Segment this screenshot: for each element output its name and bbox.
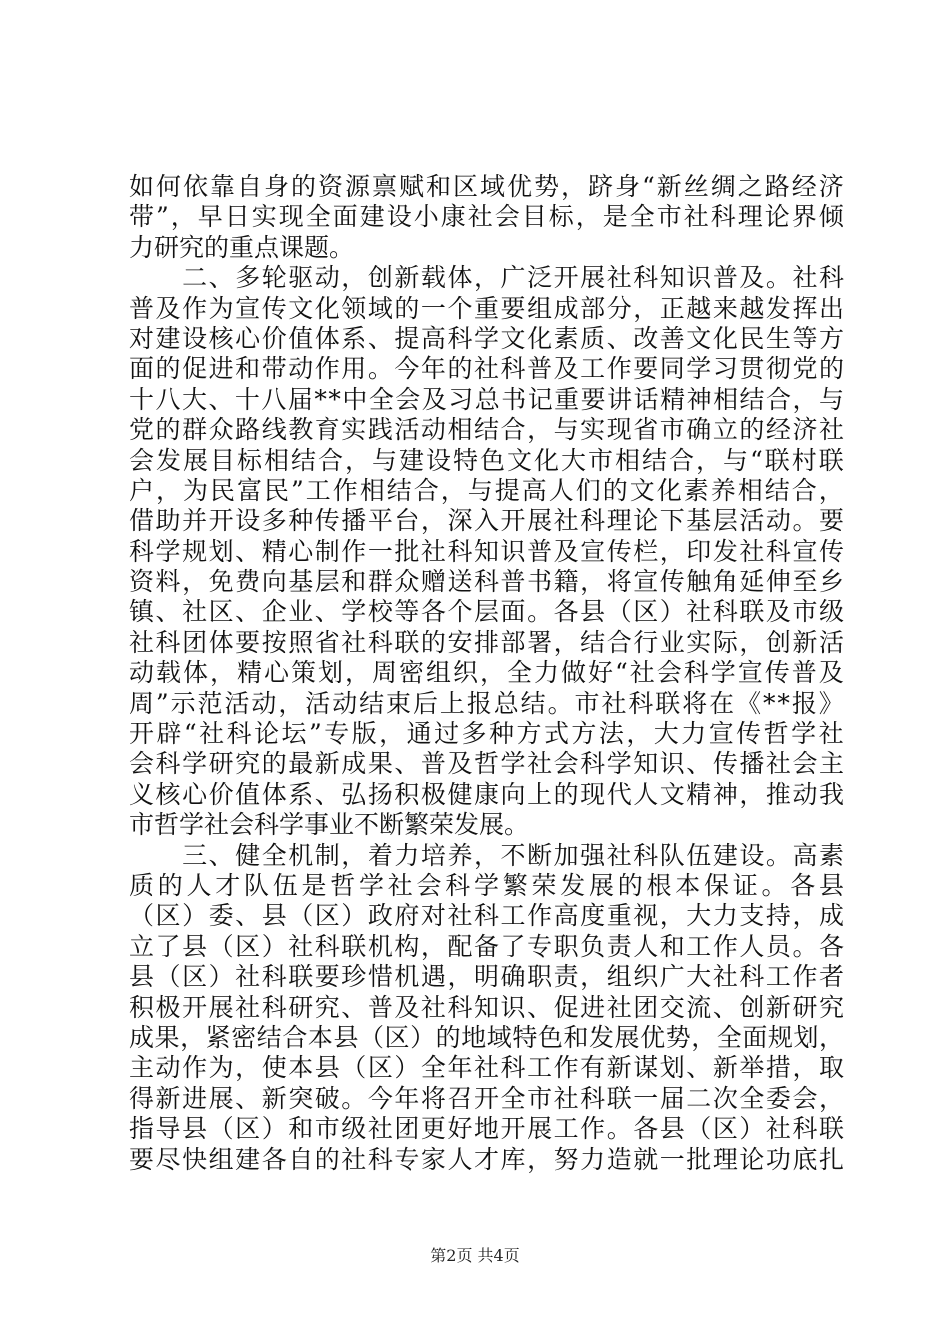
text-line: 市哲学社会科学事业不断繁荣发展。 (129, 810, 530, 840)
text-line: 二、多轮驱动，创新载体，广泛开展社科知识普及。社科 (129, 263, 846, 293)
text-line: 指导县（区）和市级社团更好地开展工作。各县（区）社科联 (129, 1114, 846, 1144)
text-line: 周”示范活动，活动结束后上报总结。市社科联将在《**报》 (129, 688, 846, 718)
text-line: 三、健全机制，着力培养，不断加强社科队伍建设。高素 (129, 840, 846, 870)
text-line: 力研究的重点课题。 (129, 232, 355, 262)
text-line: 十八大、十八届**中全会及习总书记重要讲话精神相结合，与 (129, 384, 846, 414)
text-line: 义核心价值体系、弘扬积极健康向上的现代人文精神，推动我 (129, 779, 846, 809)
text-line: 主动作为，使本县（区）全年社科工作有新谋划、新举措，取 (129, 1053, 846, 1083)
text-line: 户，为民富民”工作相结合，与提高人们的文化素养相结合， (129, 475, 846, 505)
text-line: 得新进展、新突破。今年将召开全市社科联一届二次全委会， (129, 1083, 846, 1113)
text-line: 成果，紧密结合本县（区）的地域特色和发展优势，全面规划， (129, 1022, 845, 1052)
page-number-footer: 第2页 共4页 (430, 1246, 520, 1265)
text-line: 社科团体要按照省社科联的安排部署，结合行业实际，创新活 (129, 627, 846, 657)
text-line: 普及作为宣传文化领域的一个重要组成部分，正越来越发挥出 (129, 293, 846, 323)
text-line: 带”，早日实现全面建设小康社会目标，是全市社科理论界倾 (129, 202, 846, 232)
body-text (129, 172, 848, 1175)
text-line: 如何依靠自身的资源禀赋和区域优势，跻身“新丝绸之路经济 (129, 172, 846, 201)
text-line: 面的促进和带动作用。今年的社科普及工作要同学习贯彻党的 (129, 354, 846, 384)
text-line: 质的人才队伍是哲学社会科学繁荣发展的根本保证。各县 (129, 870, 848, 900)
text-line: 动载体，精心策划，周密组织，全力做好“社会科学宣传普及 (129, 658, 846, 688)
text-line: （区）委、县（区）政府对社科工作高度重视，大力支持，成 (129, 901, 846, 931)
text-line: 积极开展社科研究、普及社科知识、促进社团交流、创新研究 (129, 992, 846, 1022)
text-line: 开辟“社科论坛”专版，通过多种方式方法，大力宣传哲学社 (129, 719, 847, 749)
text-line: 会科学研究的最新成果、普及哲学社会科学知识、传播社会主 (129, 749, 846, 779)
text-line: 会发展目标相结合，与建设特色文化大市相结合，与“联村联 (129, 445, 846, 475)
text-line: 资料，免费向基层和群众赠送科普书籍，将宣传触角延伸至乡 (129, 567, 846, 597)
text-line: 借助并开设多种传播平台，深入开展社科理论下基层活动。要 (129, 506, 846, 536)
text-line: 镇、社区、企业、学校等各个层面。各县（区）社科联及市级 (129, 597, 846, 627)
text-line: 对建设核心价值体系、提高科学文化素质、改善文化民生等方 (129, 323, 846, 353)
text-line: 要尽快组建各自的社科专家人才库，努力造就一批理论功底扎 (129, 1144, 846, 1174)
text-line: 科学规划、精心制作一批社科知识普及宣传栏，印发社科宣传 (129, 536, 846, 566)
text-line: 立了县（区）社科联机构，配备了专职负责人和工作人员。各 (129, 931, 846, 961)
text-line: 县（区）社科联要珍惜机遇，明确职责，组织广大社科工作者 (129, 962, 846, 992)
text-line: 党的群众路线教育实践活动相结合，与实现省市确立的经济社 (129, 415, 846, 445)
